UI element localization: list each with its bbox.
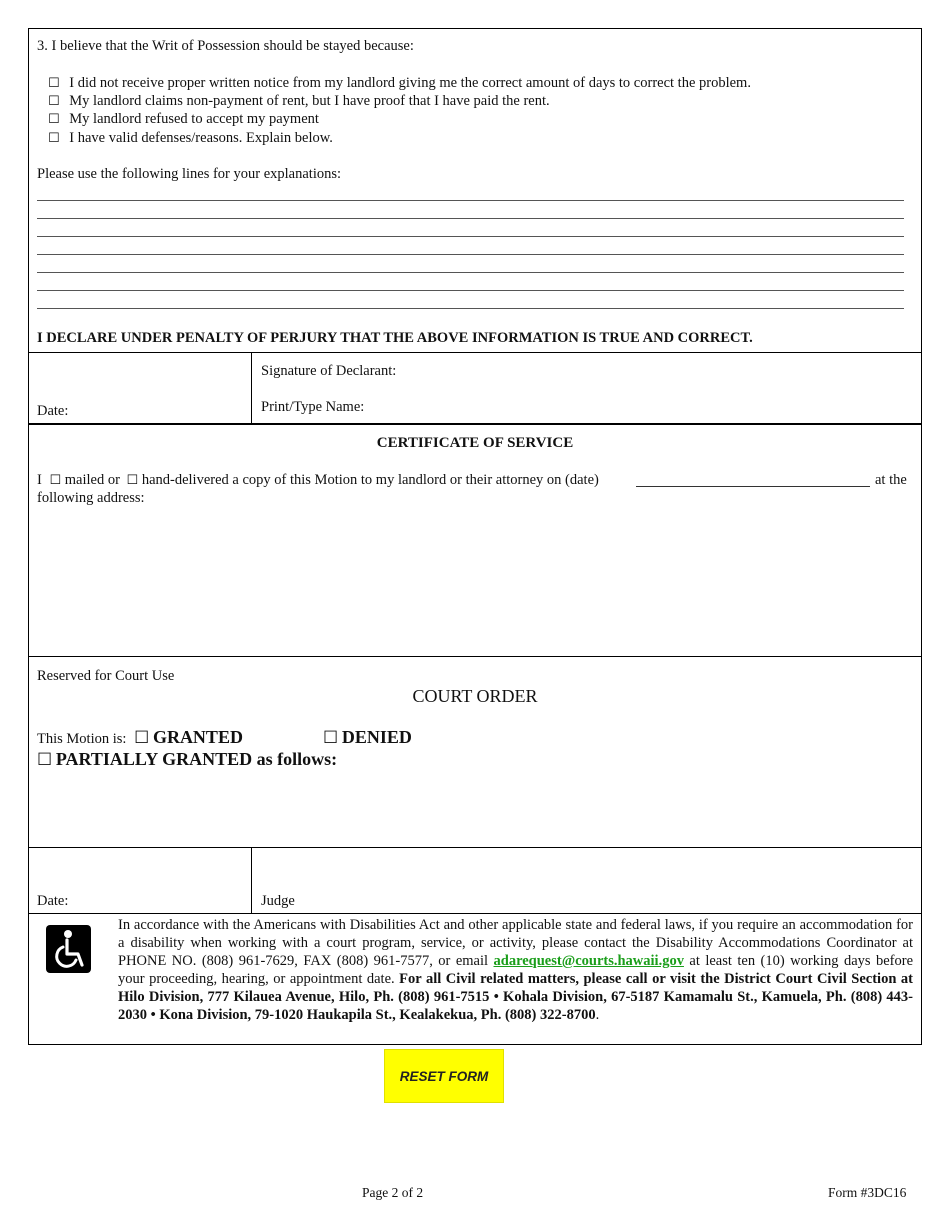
section3-intro: 3. I believe that the Writ of Possession should be stayed because: [37,38,414,54]
partially-granted-checkbox-icon[interactable]: ☐ [37,750,53,770]
ada-end: . [595,1007,600,1023]
checkbox-icon[interactable]: ☐ [48,94,60,109]
explanation-line[interactable] [37,218,904,219]
certificate-line [37,471,599,490]
following-address-label: following address: [37,490,145,506]
reserved-court-use: Reserved for Court Use [37,668,175,684]
option-label: I did not receive proper written notice from my landlord giving me the correct amount of days to correct the problem. [69,75,751,91]
denied-checkbox-icon[interactable]: ☐ [323,728,339,748]
denied-row [323,726,412,750]
partial-row [37,748,337,772]
ada-text: In accordance with the Americans with Disabilities Act and other applicable state and federal laws, if you require an accommodation for a disability when working with a court program, service, or activity, please contact the Disability Accommodations Coordinator at PHONE NO. (808) 961-7629, FAX (808) 961-7577, or email [118,917,913,969]
option-label: I have valid defenses/reasons. Explain below. [69,130,333,146]
frame-bottom-border [28,1044,922,1045]
judge-label: Judge [261,893,295,909]
option-label: My landlord refused to accept my payment [69,111,319,127]
page-number: Page 2 of 2 [362,1185,424,1200]
service-date-field[interactable] [636,486,870,487]
service-address-field[interactable] [37,510,912,650]
certificate-title: CERTIFICATE OF SERVICE [376,435,574,451]
option-row[interactable] [48,92,550,111]
explanation-label: Please use the following lines for your explanations: [37,166,342,182]
reset-form-button[interactable]: RESET FORM [384,1049,504,1103]
judge-block-bottom [28,913,922,914]
motion-status-row [37,726,243,750]
hand-delivered-checkbox-icon[interactable]: ☐ [126,473,139,488]
court-section-top [28,656,922,657]
checkbox-icon[interactable]: ☐ [48,112,60,127]
at-the-label: at the [875,472,907,488]
option-row[interactable] [48,110,319,129]
declarant-date-label: Date: [37,403,69,419]
granted-checkbox-icon[interactable]: ☐ [134,728,150,748]
mailed-label: mailed or [64,472,120,488]
partially-granted-label: PARTIALLY GRANTED as follows: [55,749,338,769]
motion-is-label: This Motion is: [37,731,127,747]
explanation-line[interactable] [37,200,904,201]
explanation-line[interactable] [37,254,904,255]
accessibility-icon [46,925,91,973]
court-order-title: COURT ORDER [412,686,538,706]
granted-label: GRANTED [152,727,243,747]
frame-top-border [28,28,922,29]
ada-notice [118,916,913,1024]
option-label: My landlord claims non-payment of rent, but I have proof that I have paid the rent. [69,93,550,109]
option-row[interactable] [48,129,333,148]
ada-civil-contacts: For all Civil related matters, please call or visit the District Court Civil Section at Hilo Division, 777 Kilauea Avenue, Hilo, Ph. (808) 961-7515 • Kohala Division, 67-5187 Kamamalu St., Kamuela, Ph. (808) 443-2030 • Kona Division, 79-1020 Haukapila St., Kealakekua, Ph. (808) 322-8700 [118,971,913,1023]
ada-text-after: at least ten (10) working days before your proceeding, hearing, or appointment date. [118,953,914,987]
explanation-line[interactable] [37,290,904,291]
judge-block-top [28,847,922,848]
ada-email-link[interactable]: adarequest@courts.hawaii.gov [493,953,684,969]
explanation-line[interactable] [37,308,904,309]
option-row[interactable] [48,74,751,93]
explanation-line[interactable] [37,272,904,273]
certificate-i: I [37,472,42,488]
checkbox-icon[interactable]: ☐ [48,76,60,91]
perjury-declaration: I DECLARE UNDER PENALTY OF PERJURY THAT THE ABOVE INFORMATION IS TRUE AND CORRECT. [37,330,753,346]
checkbox-icon[interactable]: ☐ [48,131,60,146]
signature-block-top [28,352,922,353]
signature-block-bottom [28,423,922,425]
mailed-checkbox-icon[interactable]: ☐ [49,473,62,488]
judge-divider [251,847,252,914]
form-number: Form #3DC16 [828,1185,907,1200]
denied-label: DENIED [341,727,412,747]
explanation-line[interactable] [37,236,904,237]
signature-label[interactable]: Signature of Declarant: [261,363,397,379]
print-name-label[interactable]: Print/Type Name: [261,399,365,415]
court-date-label: Date: [37,893,69,909]
signature-divider [251,352,252,424]
hand-delivered-label: hand-delivered a copy of this Motion to my landlord or their attorney on (date) [141,472,599,488]
